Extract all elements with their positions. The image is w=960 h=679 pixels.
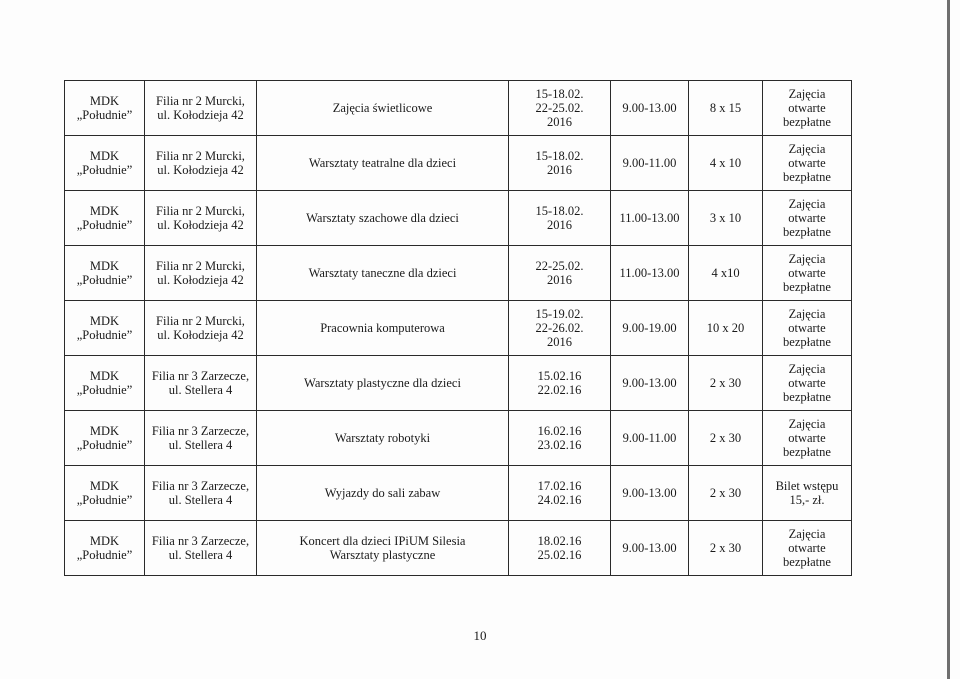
table-row xyxy=(65,81,852,136)
dates-cell: 22-25.02. 2016 xyxy=(509,246,611,301)
sessions-cell: 3 x 10 xyxy=(689,191,763,246)
activity-cell: Warsztaty robotyki xyxy=(257,411,509,466)
table-row xyxy=(65,521,852,576)
organizer-cell: MDK „Południe” xyxy=(65,191,145,246)
fee-cell: Zajęcia otwarte bezpłatne xyxy=(763,411,852,466)
hours-cell: 9.00-13.00 xyxy=(611,466,689,521)
table-row xyxy=(65,136,852,191)
location-cell: Filia nr 3 Zarzecze, ul. Stellera 4 xyxy=(145,521,257,576)
fee-cell: Zajęcia otwarte bezpłatne xyxy=(763,191,852,246)
hours-cell: 9.00-13.00 xyxy=(611,356,689,411)
activity-cell: Wyjazdy do sali zabaw xyxy=(257,466,509,521)
schedule-body xyxy=(65,81,852,576)
dates-cell: 17.02.16 24.02.16 xyxy=(509,466,611,521)
fee-cell: Zajęcia otwarte bezpłatne xyxy=(763,356,852,411)
location-cell: Filia nr 2 Murcki, ul. Kołodzieja 42 xyxy=(145,246,257,301)
location-cell: Filia nr 2 Murcki, ul. Kołodzieja 42 xyxy=(145,191,257,246)
sessions-cell: 4 x10 xyxy=(689,246,763,301)
sessions-cell: 8 x 15 xyxy=(689,81,763,136)
fee-cell: Zajęcia otwarte bezpłatne xyxy=(763,136,852,191)
activity-cell: Koncert dla dzieci IPiUM Silesia Warsztaty plastyczne xyxy=(257,521,509,576)
scan-edge-line xyxy=(947,0,950,679)
dates-cell: 15-18.02. 2016 xyxy=(509,191,611,246)
activity-cell: Warsztaty teatralne dla dzieci xyxy=(257,136,509,191)
organizer-cell: MDK „Południe” xyxy=(65,466,145,521)
organizer-cell: MDK „Południe” xyxy=(65,246,145,301)
dates-cell: 16.02.16 23.02.16 xyxy=(509,411,611,466)
activity-cell: Warsztaty plastyczne dla dzieci xyxy=(257,356,509,411)
sessions-cell: 10 x 20 xyxy=(689,301,763,356)
organizer-cell: MDK „Południe” xyxy=(65,136,145,191)
dates-cell: 15-19.02. 22-26.02. 2016 xyxy=(509,301,611,356)
activity-cell: Zajęcia świetlicowe xyxy=(257,81,509,136)
schedule-table xyxy=(64,80,852,576)
dates-cell: 15.02.16 22.02.16 xyxy=(509,356,611,411)
organizer-cell: MDK „Południe” xyxy=(65,81,145,136)
hours-cell: 9.00-11.00 xyxy=(611,136,689,191)
location-cell: Filia nr 3 Zarzecze, ul. Stellera 4 xyxy=(145,466,257,521)
sessions-cell: 2 x 30 xyxy=(689,466,763,521)
dates-cell: 18.02.16 25.02.16 xyxy=(509,521,611,576)
page-number: 10 xyxy=(473,628,487,643)
table-row xyxy=(65,246,852,301)
table-row xyxy=(65,356,852,411)
hours-cell: 11.00-13.00 xyxy=(611,191,689,246)
fee-cell: Zajęcia otwarte bezpłatne xyxy=(763,246,852,301)
fee-cell: Zajęcia otwarte bezpłatne xyxy=(763,81,852,136)
organizer-cell: MDK „Południe” xyxy=(65,301,145,356)
organizer-cell: MDK „Południe” xyxy=(65,521,145,576)
hours-cell: 11.00-13.00 xyxy=(611,246,689,301)
table-row xyxy=(65,411,852,466)
location-cell: Filia nr 2 Murcki, ul. Kołodzieja 42 xyxy=(145,301,257,356)
fee-cell: Bilet wstępu 15,- zł. xyxy=(763,466,852,521)
dates-cell: 15-18.02. 22-25.02. 2016 xyxy=(509,81,611,136)
sessions-cell: 2 x 30 xyxy=(689,356,763,411)
location-cell: Filia nr 2 Murcki, ul. Kołodzieja 42 xyxy=(145,136,257,191)
fee-cell: Zajęcia otwarte bezpłatne xyxy=(763,301,852,356)
fee-cell: Zajęcia otwarte bezpłatne xyxy=(763,521,852,576)
hours-cell: 9.00-11.00 xyxy=(611,411,689,466)
location-cell: Filia nr 3 Zarzecze, ul. Stellera 4 xyxy=(145,356,257,411)
activity-cell: Warsztaty taneczne dla dzieci xyxy=(257,246,509,301)
activity-cell: Pracownia komputerowa xyxy=(257,301,509,356)
location-cell: Filia nr 3 Zarzecze, ul. Stellera 4 xyxy=(145,411,257,466)
sessions-cell: 2 x 30 xyxy=(689,521,763,576)
organizer-cell: MDK „Południe” xyxy=(65,356,145,411)
organizer-cell: MDK „Południe” xyxy=(65,411,145,466)
hours-cell: 9.00-19.00 xyxy=(611,301,689,356)
location-cell: Filia nr 2 Murcki, ul. Kołodzieja 42 xyxy=(145,81,257,136)
table-row xyxy=(65,191,852,246)
dates-cell: 15-18.02. 2016 xyxy=(509,136,611,191)
sessions-cell: 2 x 30 xyxy=(689,411,763,466)
hours-cell: 9.00-13.00 xyxy=(611,81,689,136)
hours-cell: 9.00-13.00 xyxy=(611,521,689,576)
table-row xyxy=(65,466,852,521)
activity-cell: Warsztaty szachowe dla dzieci xyxy=(257,191,509,246)
table-row xyxy=(65,301,852,356)
sessions-cell: 4 x 10 xyxy=(689,136,763,191)
